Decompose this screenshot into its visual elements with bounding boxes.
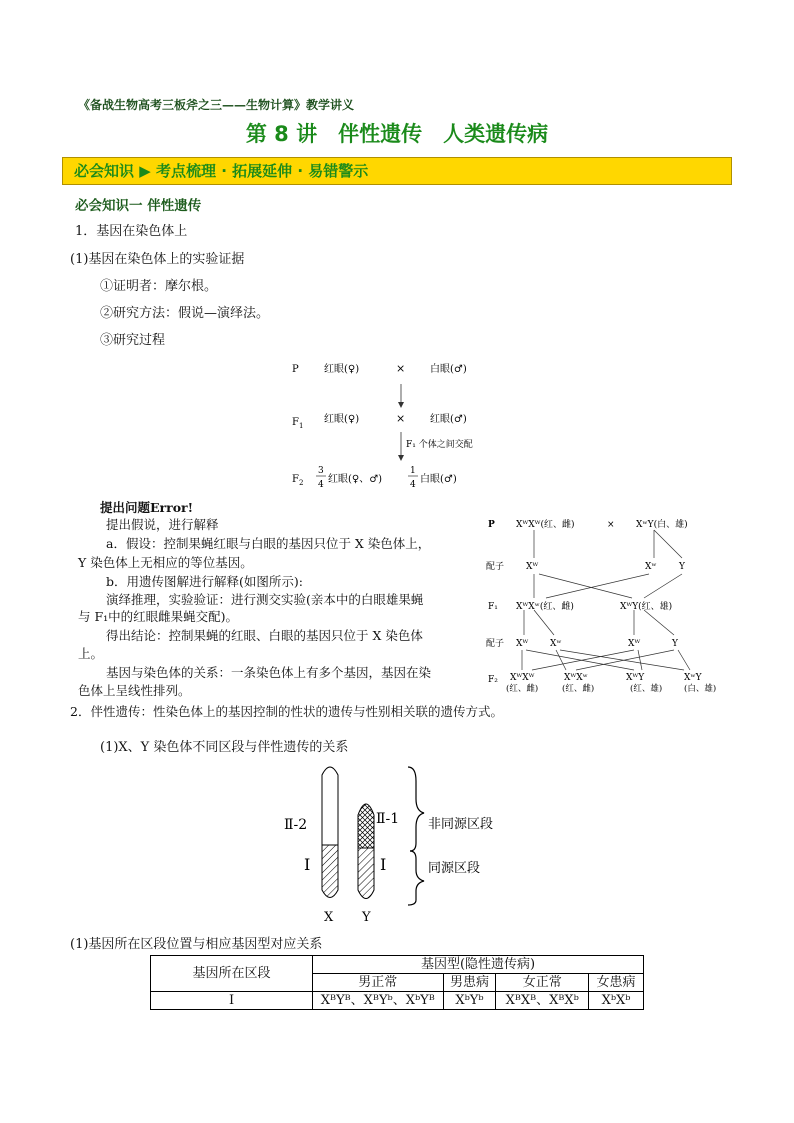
cross2-times: × xyxy=(607,520,615,530)
cross2-gamete-2b: Xʷ xyxy=(550,639,562,649)
label-II-1: Ⅱ-1 xyxy=(376,811,400,827)
cross1-arrowhead-1 xyxy=(398,402,404,408)
sub-2-1: (1)X、Y 染色体不同区段与伴性遗传的关系 xyxy=(100,740,349,755)
x-chromosome xyxy=(322,767,338,898)
cell-female-normal: XᴮXᴮ、XᴮXᵇ xyxy=(496,992,589,1010)
label-nonhomologous: 非同源区段 xyxy=(428,817,494,832)
cross1-f1-male: 红眼(♂) xyxy=(430,414,467,425)
page-title: 第 8 讲 伴性遗传 人类遗传病 xyxy=(245,122,549,146)
cross2-offspring-2: XᵂXʷ xyxy=(564,673,588,683)
table-caption: (1)基因所在区段位置与相应基因型对应关系 xyxy=(70,937,323,952)
cross1-f1-female: 红眼(♀) xyxy=(324,414,360,425)
explain-question: 提出问题Error! xyxy=(100,500,194,515)
point-1: ①证明者：摩尔根。 xyxy=(100,279,218,294)
cross1-frac1-num: 3 xyxy=(318,466,324,476)
item-2: 2．伴性遗传：性染色体上的基因控制的性状的遗传与性别相关联的遗传方式。 xyxy=(70,704,503,719)
cross2-gamete-1b: Xʷ xyxy=(645,562,657,572)
cross1-f1-sub: 1 xyxy=(299,422,304,430)
section-heading: 必会知识一 伴性遗传 xyxy=(75,198,202,214)
header-male-diseased: 男患病 xyxy=(443,974,496,992)
point-2: ②研究方法：假说—演绎法。 xyxy=(100,306,270,321)
sub-1: (1)基因在染色体上的实验证据 xyxy=(70,252,245,267)
explain-b: b．用遗传图解进行解释(如图所示): xyxy=(106,574,303,589)
explain-d1: 得出结论：控制果蝇的红眼、白眼的基因只位于 X 染色体 xyxy=(106,628,423,643)
chromosome-diagram xyxy=(270,755,520,930)
header-male-normal: 男正常 xyxy=(313,974,443,992)
cell-male-normal: XᴮYᴮ、XᴮYᵇ、XᵇYᴮ xyxy=(313,992,443,1010)
cross1-f2-white: 白眼(♂) xyxy=(420,474,457,485)
explain-e1: 基因与染色体的关系：一条染色体上有多个基因，基因在染 xyxy=(106,665,432,680)
cross2-gamete-2c: Xᵂ xyxy=(628,639,641,649)
cross2-f1-female: XᵂXʷ(红、雌) xyxy=(516,602,574,612)
cross-diagram-2 xyxy=(484,510,734,700)
label-y: Y xyxy=(362,910,371,925)
cross2-offspring-3-label: (红、雄) xyxy=(630,684,663,694)
cross2-offspring-1-label: (红、雌) xyxy=(506,684,539,694)
brace-nonhomologous xyxy=(408,767,424,851)
cross1-arrowhead-2 xyxy=(398,455,404,461)
label-x: X xyxy=(324,910,334,925)
cell-female-diseased: XᵇXᵇ xyxy=(589,992,644,1010)
cross2-f2-label: F₂ xyxy=(488,675,498,685)
cross2-offspring-4: XʷY xyxy=(684,673,702,683)
point-3: ③研究过程 xyxy=(100,333,166,348)
cross2-lines xyxy=(522,530,690,670)
brace-homologous xyxy=(408,851,424,905)
label-homologous: 同源区段 xyxy=(428,861,481,876)
cross2-gamete-1c: Y xyxy=(679,562,685,572)
banner-text: 必会知识 ▶ 考点梳理 · 拓展延伸 · 易错警示 xyxy=(74,162,369,180)
cross2-p-label: P xyxy=(488,520,495,530)
cross1-times-2: × xyxy=(396,412,406,425)
header-genotype-group: 基因型(隐性遗传病) xyxy=(313,956,644,974)
cross2-gamete-label-1: 配子 xyxy=(486,562,505,572)
label-I-right: Ⅰ xyxy=(380,855,387,874)
header-region: 基因所在区段 xyxy=(151,956,313,992)
cross2-f1-male: XᵂY(红、雄) xyxy=(620,602,673,612)
cross2-offspring-4-label: (白、雄) xyxy=(684,684,717,694)
explain-a2: Y 染色体上无相应的等位基因。 xyxy=(78,555,253,570)
header-female-diseased: 女患病 xyxy=(589,974,644,992)
y-chromosome xyxy=(358,804,374,899)
cross1-frac2-den: 4 xyxy=(410,480,416,490)
label-II-2: Ⅱ-2 xyxy=(284,817,308,833)
cross2-offspring-1: XᵂXᵂ xyxy=(510,673,535,683)
cross1-f1-label: F xyxy=(292,417,299,428)
cross2-offspring-3: XᵂY xyxy=(626,673,645,683)
cross1-times: × xyxy=(396,362,406,375)
cross1-frac1-den: 4 xyxy=(318,480,324,490)
cross1-frac2-num: 1 xyxy=(410,466,416,476)
genotype-table xyxy=(150,955,644,1010)
cross2-f1-label: F₁ xyxy=(488,602,498,612)
cross2-gamete-2a: Xᵂ xyxy=(516,639,529,649)
cross1-f2-sub: 2 xyxy=(299,479,304,487)
cross-diagram-1 xyxy=(280,352,520,497)
cross2-p-female: XᵂXᵂ(红、雌) xyxy=(516,520,575,530)
item-1: 1．基因在染色体上 xyxy=(75,224,188,239)
cross1-p-female: 红眼(♀) xyxy=(324,364,360,375)
cross2-offspring-2-label: (红、雌) xyxy=(562,684,595,694)
label-I-left: Ⅰ xyxy=(304,855,311,874)
cross1-f2-red: 红眼(♀、♂) xyxy=(328,474,383,485)
explain-e2: 色体上呈线性排列。 xyxy=(78,683,191,698)
explain-d2: 上。 xyxy=(78,646,104,661)
table-row xyxy=(151,992,644,1010)
cross1-arrow-label: F₁ 个体之间交配 xyxy=(406,440,473,450)
explain-c2: 与 F₁中的红眼雌果蝇交配)。 xyxy=(78,609,239,624)
cross2-p-male: XʷY(白、雄) xyxy=(636,520,688,530)
explain-a1: a．假设：控制果蝇红眼与白眼的基因只位于 X 染色体上， xyxy=(106,536,431,551)
series-title: 《备战生物高考三板斧之三——生物计算》教学讲义 xyxy=(78,98,355,112)
header-female-normal: 女正常 xyxy=(496,974,589,992)
explain-hypothesis: 提出假说，进行解释 xyxy=(106,517,219,532)
cross2-gamete-label-2: 配子 xyxy=(486,639,505,649)
explain-c1: 演绎推理，实验验证：进行测交实验(亲本中的白眼雄果蝇 xyxy=(106,592,424,607)
cross1-p-label: P xyxy=(292,364,299,375)
cross1-p-male: 白眼(♂) xyxy=(430,364,467,375)
cell-region: Ⅰ xyxy=(151,992,313,1010)
cell-male-diseased: XᵇYᵇ xyxy=(443,992,496,1010)
cross2-gamete-1a: Xᵂ xyxy=(526,562,539,572)
cross2-gamete-2d: Y xyxy=(672,639,678,649)
cross1-f2-label: F xyxy=(292,474,299,485)
